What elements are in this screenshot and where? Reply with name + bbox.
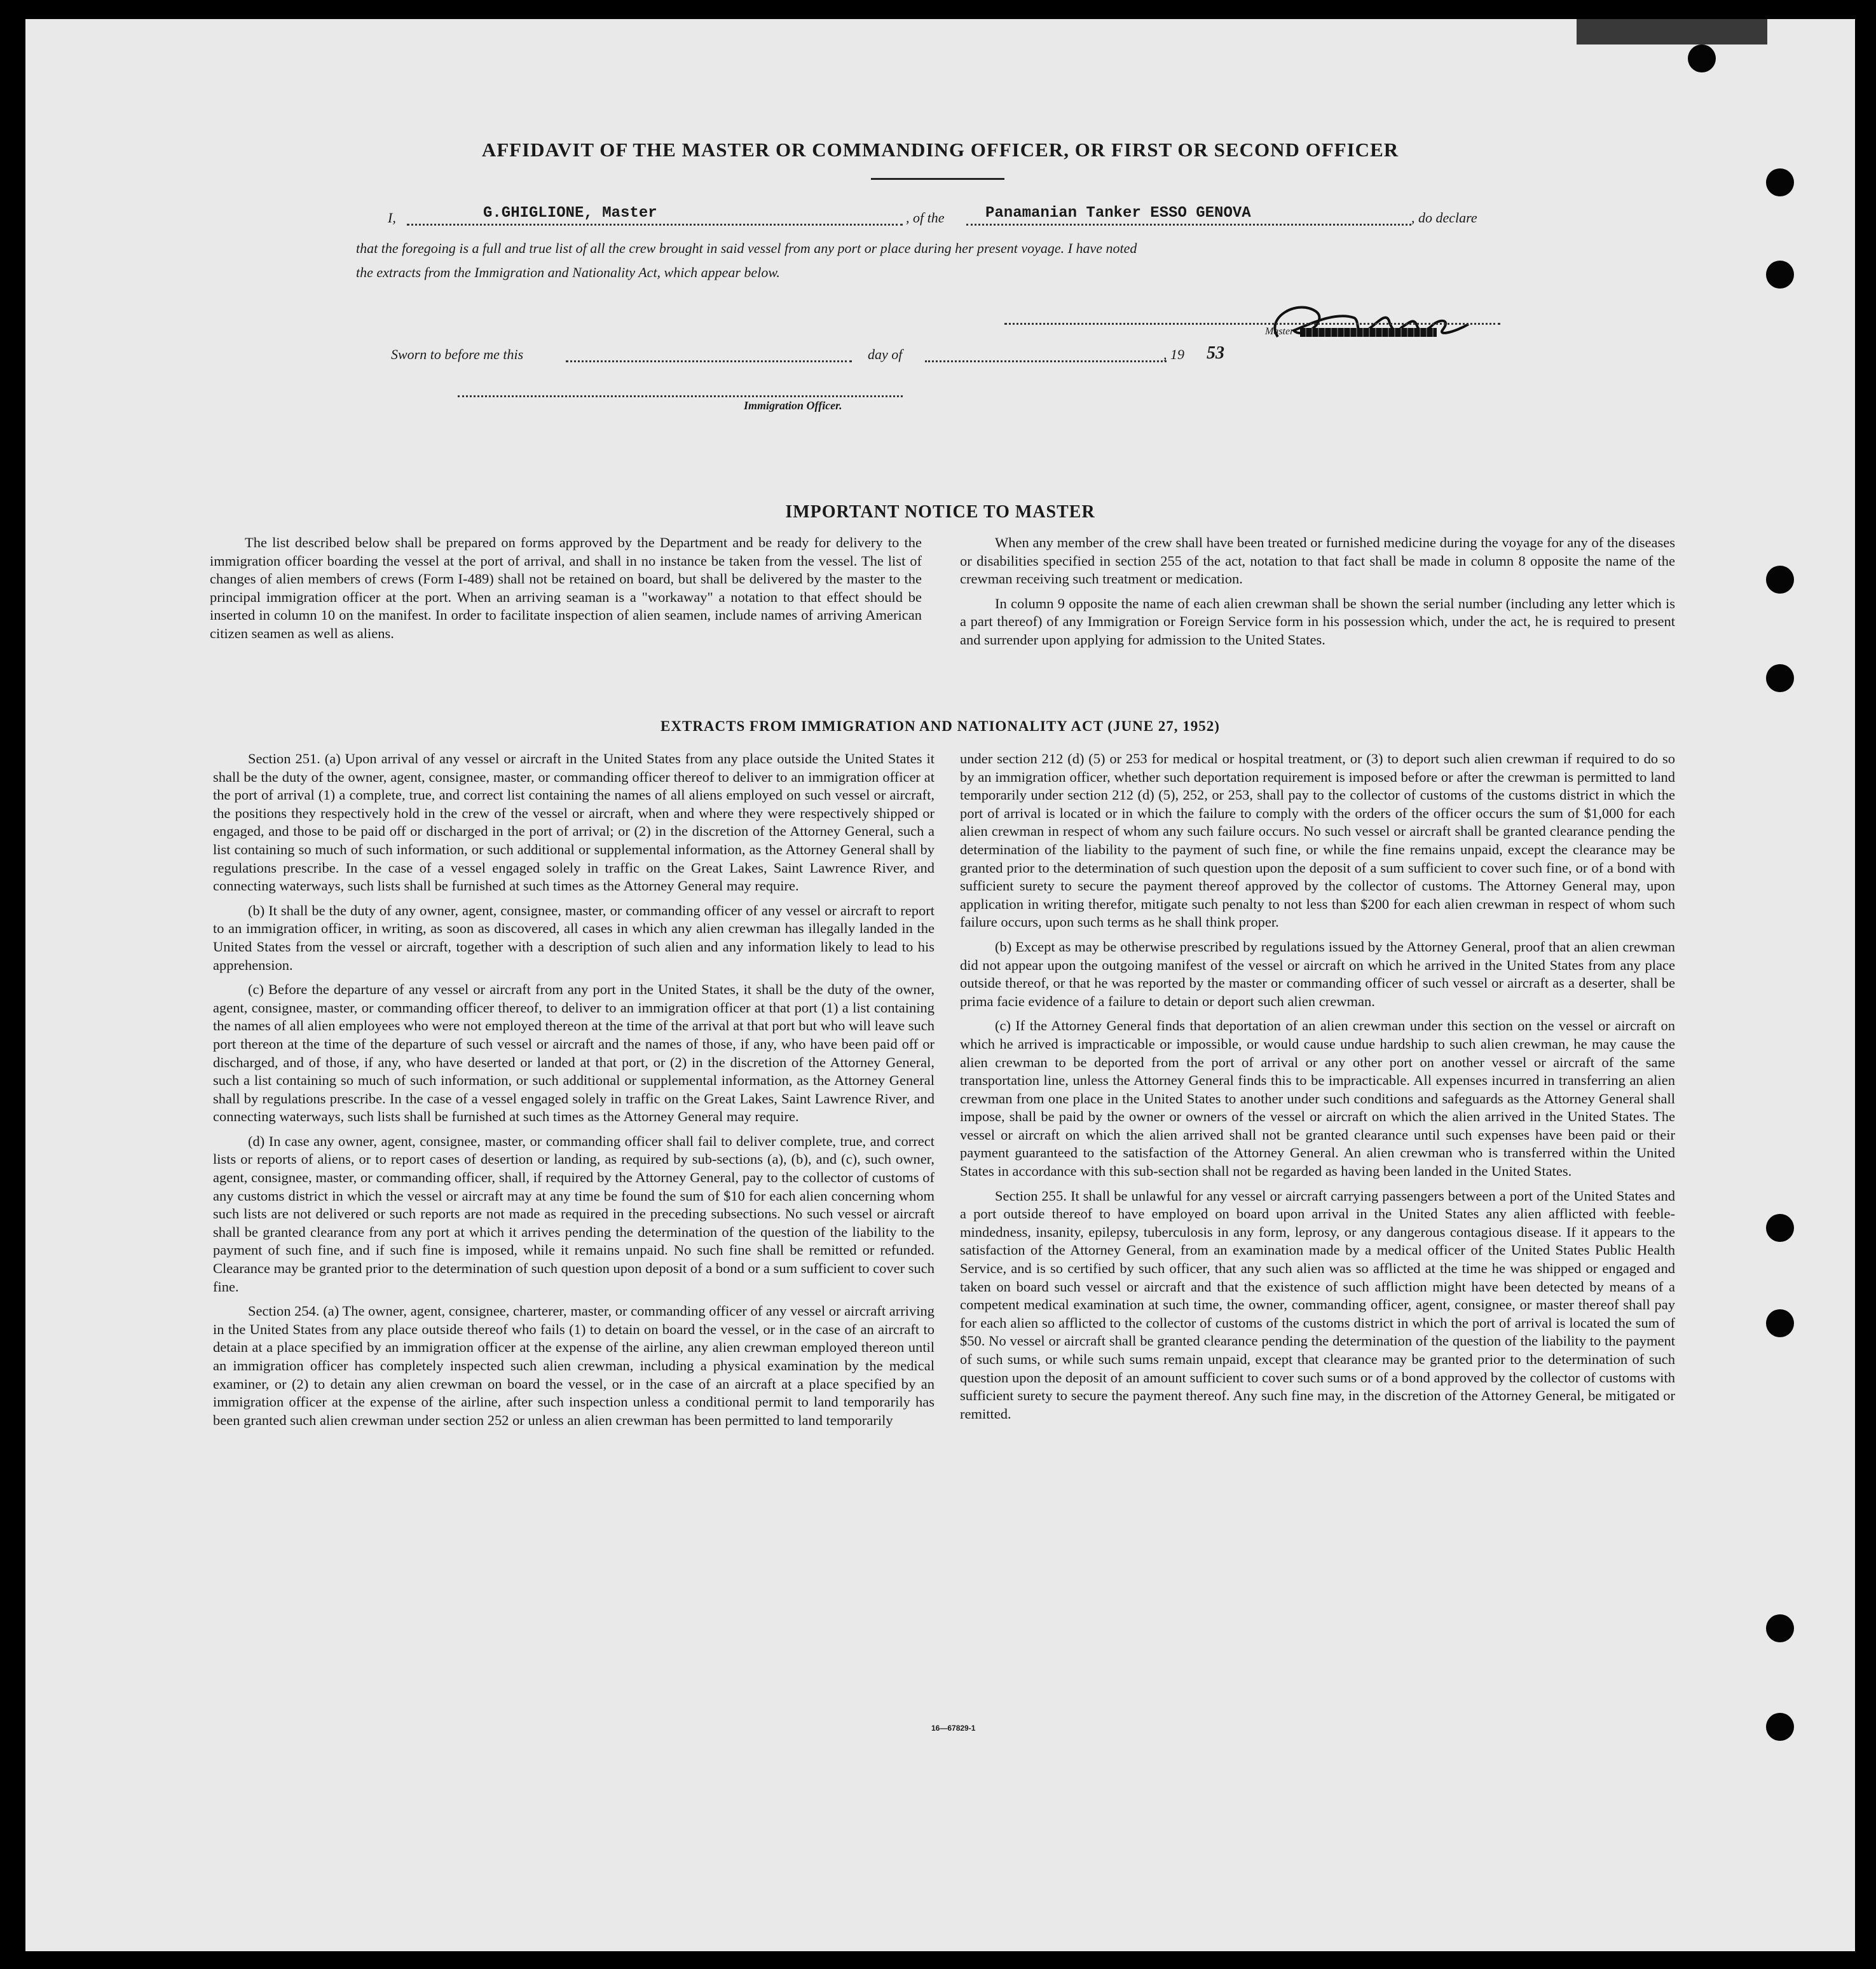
declarant-line xyxy=(407,224,903,226)
master-signature-line xyxy=(1004,323,1500,325)
immigration-officer-label: Immigration Officer. xyxy=(744,399,842,412)
notice-left-column xyxy=(210,534,922,650)
vessel-name: Panamanian Tanker ESSO GENOVA xyxy=(985,205,1251,222)
notice-paragraph: In column 9 opposite the name of each alien crewman shall be shown the serial number (including any letter which is a part thereof) of any Immigration or Foreign Service form in his possession which, under the act, he is required to present and surrender upon applying for admission to the United States. xyxy=(960,595,1675,648)
punch-hole-icon xyxy=(1766,664,1794,692)
year-prefix: , 19 xyxy=(1163,346,1184,362)
punch-hole-icon xyxy=(1766,261,1794,289)
extracts-right-column xyxy=(960,750,1675,1429)
redacted-title-text xyxy=(1300,328,1437,337)
sworn-day-line xyxy=(566,360,852,362)
scan-edge-shadow xyxy=(1577,19,1767,44)
of-the-label: , of the xyxy=(906,210,945,226)
notice-paragraph: When any member of the crew shall have been treated or furnished medicine during the voyage for any of the diseases or disabilities specified in section 255 of the act, notation to that fact shall be made in column 8 opposite the name of the crewman receiving such treatment or medication. xyxy=(960,535,1675,587)
punch-hole-icon xyxy=(1688,44,1716,72)
master-signature xyxy=(1259,292,1500,362)
punch-hole-icon xyxy=(1766,1713,1794,1741)
form-code: 16—67829-1 xyxy=(931,1724,976,1733)
section-paragraph: under section 212 (d) (5) or 253 for medical or hospital treatment, or (3) to deport such alien crewman if required to do so by an immigration officer, whether such deportation requirement is imposed before or after the crewman is permitted to land temporarily under section 212 (d) (5), 252, or 253, shall pay to the collector of customs of the customs district in which the port of arrival is located or in which the failure to comply with the orders of the officer occurs the sum of $1,000 for each alien crewman in respect of whom any such failure occurs. No such vessel or aircraft shall be granted clearance pending the determination of the liability to the payment of such fine, or while the fine remains unpaid, except the clearance may be granted prior to the determination of such question upon the deposit of a sum sufficient to cover such fine, or of a bond with sufficient surety to secure the payment thereof approved by the collector of customs. The Attorney General may, upon application in writing therefor, mitigate such penalty to not less than $200 for each alien crewman in respect of whom such failure occurs, upon such terms as he shall think proper. xyxy=(960,751,1675,930)
document-page xyxy=(25,19,1855,1951)
sworn-month-line xyxy=(925,360,1167,362)
extracts-title: EXTRACTS FROM IMMIGRATION AND NATIONALITY ACT (JUNE 27, 1952) xyxy=(661,718,1220,734)
section-paragraph: Section 254. (a) The owner, agent, consignee, charterer, master, or commanding officer of any vessel or aircraft arriving in the United States from any place outside thereof who fails (1) to detain on board the vessel, or in the case of an aircraft to detain at a place specified by an immigration officer at the expense of the airline, any alien crewman employed thereon until an immigration officer has completely inspected such alien crewman, including a physical examination by the medical examiner, or (2) to detain any alien crewman on board the vessel, or in the case of an aircraft at a place specified by an immigration officer at the expense of the airline, after such inspection unless a conditional permit to land temporarily has been granted such alien crewman under section 252 or unless an alien crewman has been permitted to land temporarily xyxy=(213,1303,935,1428)
sworn-label: Sworn to before me this xyxy=(391,346,524,362)
section-paragraph: (c) If the Attorney General finds that deportation of an alien crewman under this section on the vessel or aircraft on which he arrived is impracticable or impossible, or would cause undue hardship to such alien crewman, he may cause the alien crewman to be deported from the port of arrival or any other port on another vessel or aircraft of the same transportation line, unless the Attorney General finds this to be impracticable. All expenses incurred in transferring an alien crewman from one place in the United States to another under such conditions and safeguards as the Attorney General shall impose, shall be paid by the owner or owners of the vessel or aircraft on which the alien arrived in the United States. The vessel or aircraft on which the alien arrived shall not be granted clearance until such expenses have been paid or their payment guaranteed to the satisfaction of the Attorney General. An alien crewman who is transferred within the United States in accordance with this sub-section shall not be regarded as having been landed in the United States. xyxy=(960,1018,1675,1180)
title-rule xyxy=(871,178,1004,180)
do-declare-label: , do declare xyxy=(1411,210,1477,226)
notice-title: IMPORTANT NOTICE TO MASTER xyxy=(785,502,1095,522)
punch-hole-icon xyxy=(1766,168,1794,196)
day-of-label: day of xyxy=(868,346,903,362)
punch-hole-icon xyxy=(1766,1614,1794,1642)
section-paragraph: (d) In case any owner, agent, consignee, master, or commanding officer shall fail to deliver complete, true, and correct lists or reports of aliens, or to report cases of desertion or landing, as required by sub-sections (a), (b), and (c), such owner, agent, consignee, master, or commanding officer, shall, if required by the Attorney General, pay to the collector of customs of any customs district in which the vessel or aircraft may at any time be found the sum of $10 for each alien concerning whom such lists are not delivered or such reports are not made as required in the preceding subsections. No such vessel or aircraft shall be granted clearance from any port at which it arrives pending the determination of the question of the liability to the payment of such fine, and if such fine is imposed, while it remains unpaid. No such fine shall be remitted or refunded. Clearance may be granted prior to the determination of such question upon deposit of a bond or a sum sufficient to cover such fine. xyxy=(213,1133,935,1295)
year-suffix: 53 xyxy=(1207,343,1224,363)
immigration-officer-line xyxy=(458,395,903,397)
declarant-name: G.GHIGLIONE, Master xyxy=(483,205,657,222)
affidavit-title: AFFIDAVIT OF THE MASTER OR COMMANDING OFFICER, OR FIRST OR SECOND OFFICER xyxy=(481,139,1399,161)
section-paragraph: Section 251. (a) Upon arrival of any vessel or aircraft in the United States from any place outside the United States it shall be the duty of the owner, agent, consignee, master, or commanding officer thereof to deliver to an immigration officer at the port of arrival (1) a complete, true, and correct list containing the names of all aliens employed on such vessel or aircraft, the positions they respectively hold in the crew of the vessel or aircraft, when and where they were respectively shipped or engaged, and those to be paid off or discharged in the port of arrival; or (2) in the discretion of the Attorney General, such a list containing so much of such information, or such additional or supplemental information, as the Attorney General shall by regulations prescribe. In the case of a vessel engaged solely in traffic on the Great Lakes, Saint Lawrence River, and connecting waterways, such lists shall be furnished at such times as the Attorney General may require. xyxy=(213,751,935,894)
section-paragraph: (c) Before the departure of any vessel or aircraft from any port in the United States, it shall be the duty of the owner, agent, consignee, master, or commanding officer thereof, to deliver to an immigration officer at that port (1) a list containing the names of all alien employees who were not employed thereon at the time of the arrival at that port but who will leave such port thereon at the time of the departure of such vessel or aircraft and the names of those, if any, who have been paid off or discharged, and of those, if any, who have deserted or landed at that port, or (2) in the discretion of the Attorney General, such a list containing so much of such information, or such additional or supplemental information, as the Attorney General shall by regulations prescribe. In the case of a vessel engaged solely in traffic on the Great Lakes, Saint Lawrence River, and connecting waterways, such lists shall be furnished at such times as the Attorney General may require. xyxy=(213,981,935,1125)
notice-right-column xyxy=(960,534,1675,656)
i-label: I, xyxy=(388,210,396,226)
section-paragraph: (b) It shall be the duty of any owner, agent, consignee, master, or commanding officer of any vessel or aircraft to report to an immigration officer, in writing, as soon as discovered, all cases in which any alien crewman has illegally landed in the United States from the vessel or aircraft, together with a description of such alien and any information likely to lead to his apprehension. xyxy=(213,902,935,973)
section-paragraph: Section 255. It shall be unlawful for any vessel or aircraft carrying passengers between a port of the United States and a port outside thereof to have employed on board upon arrival in the United States any alien afflicted with feeble-mindedness, insanity, epilepsy, tuberculosis in any form, leprosy, or any dangerous contagious disease. If it appears to the satisfaction of the Attorney General, from an examination made by a medical officer of the United States Public Health Service, and is so certified by such officer, that any such alien was so afflicted at the time he was shipped or engaged and taken on board such vessel or aircraft and that the existence of such affliction might have been detected by means of a competent medical examination at such time, the owner, commanding officer, agent, consignee, or master thereof shall pay for each alien so afflicted to the collector of customs of the customs district in which the port of arrival is located the sum of $50. No vessel or aircraft shall be granted clearance pending the determination of the question of the liability to the payment of such sums, or while such sums remain unpaid, except that clearance may be granted prior to the determination of such question upon the deposit of an amount sufficient to cover such sums or of a bond approved by the collector of customs with sufficient surety to secure the payment thereof. Any such fine may, in the discretion of the Attorney General, be mitigated or remitted. xyxy=(960,1187,1675,1422)
punch-hole-icon xyxy=(1766,1214,1794,1242)
punch-hole-icon xyxy=(1766,1309,1794,1337)
section-paragraph: (b) Except as may be otherwise prescribed by regulations issued by the Attorney General, proof that an alien crewman did not appear upon the outgoing manifest of the vessel or aircraft on which he arrived in the United States from any place outside thereof, or that he was reported by the master or commanding officer of such vessel or aircraft as a deserter, shall be prima facie evidence of a failure to detain or deport such alien crewman. xyxy=(960,938,1675,1009)
notice-paragraph: The list described below shall be prepared on forms approved by the Department and be ready for delivery to the immigration officer boarding the vessel at the port of arrival, and shall in no instance be taken from the vessel. The list of changes of alien members of crews (Form I-489) shall not be retained on board, but shall be delivered by the master to the principal immigration officer at the port. When an arriving seaman is a "workaway" a notation to that effect should be inserted in column 10 on the manifest. In order to facilitate inspection of alien seamen, include names of arriving American citizen seamen as well as aliens. xyxy=(210,535,922,641)
vessel-line xyxy=(966,224,1411,226)
declaration-line-1: that the foregoing is a full and true list of all the crew brought in said vessel from any port or place during her present voyage. I have noted xyxy=(356,240,1137,256)
declaration-line-2: the extracts from the Immigration and Nationality Act, which appear below. xyxy=(356,264,780,280)
master-label: Master xyxy=(1265,326,1294,337)
extracts-left-column xyxy=(213,750,935,1436)
punch-hole-icon xyxy=(1766,566,1794,594)
